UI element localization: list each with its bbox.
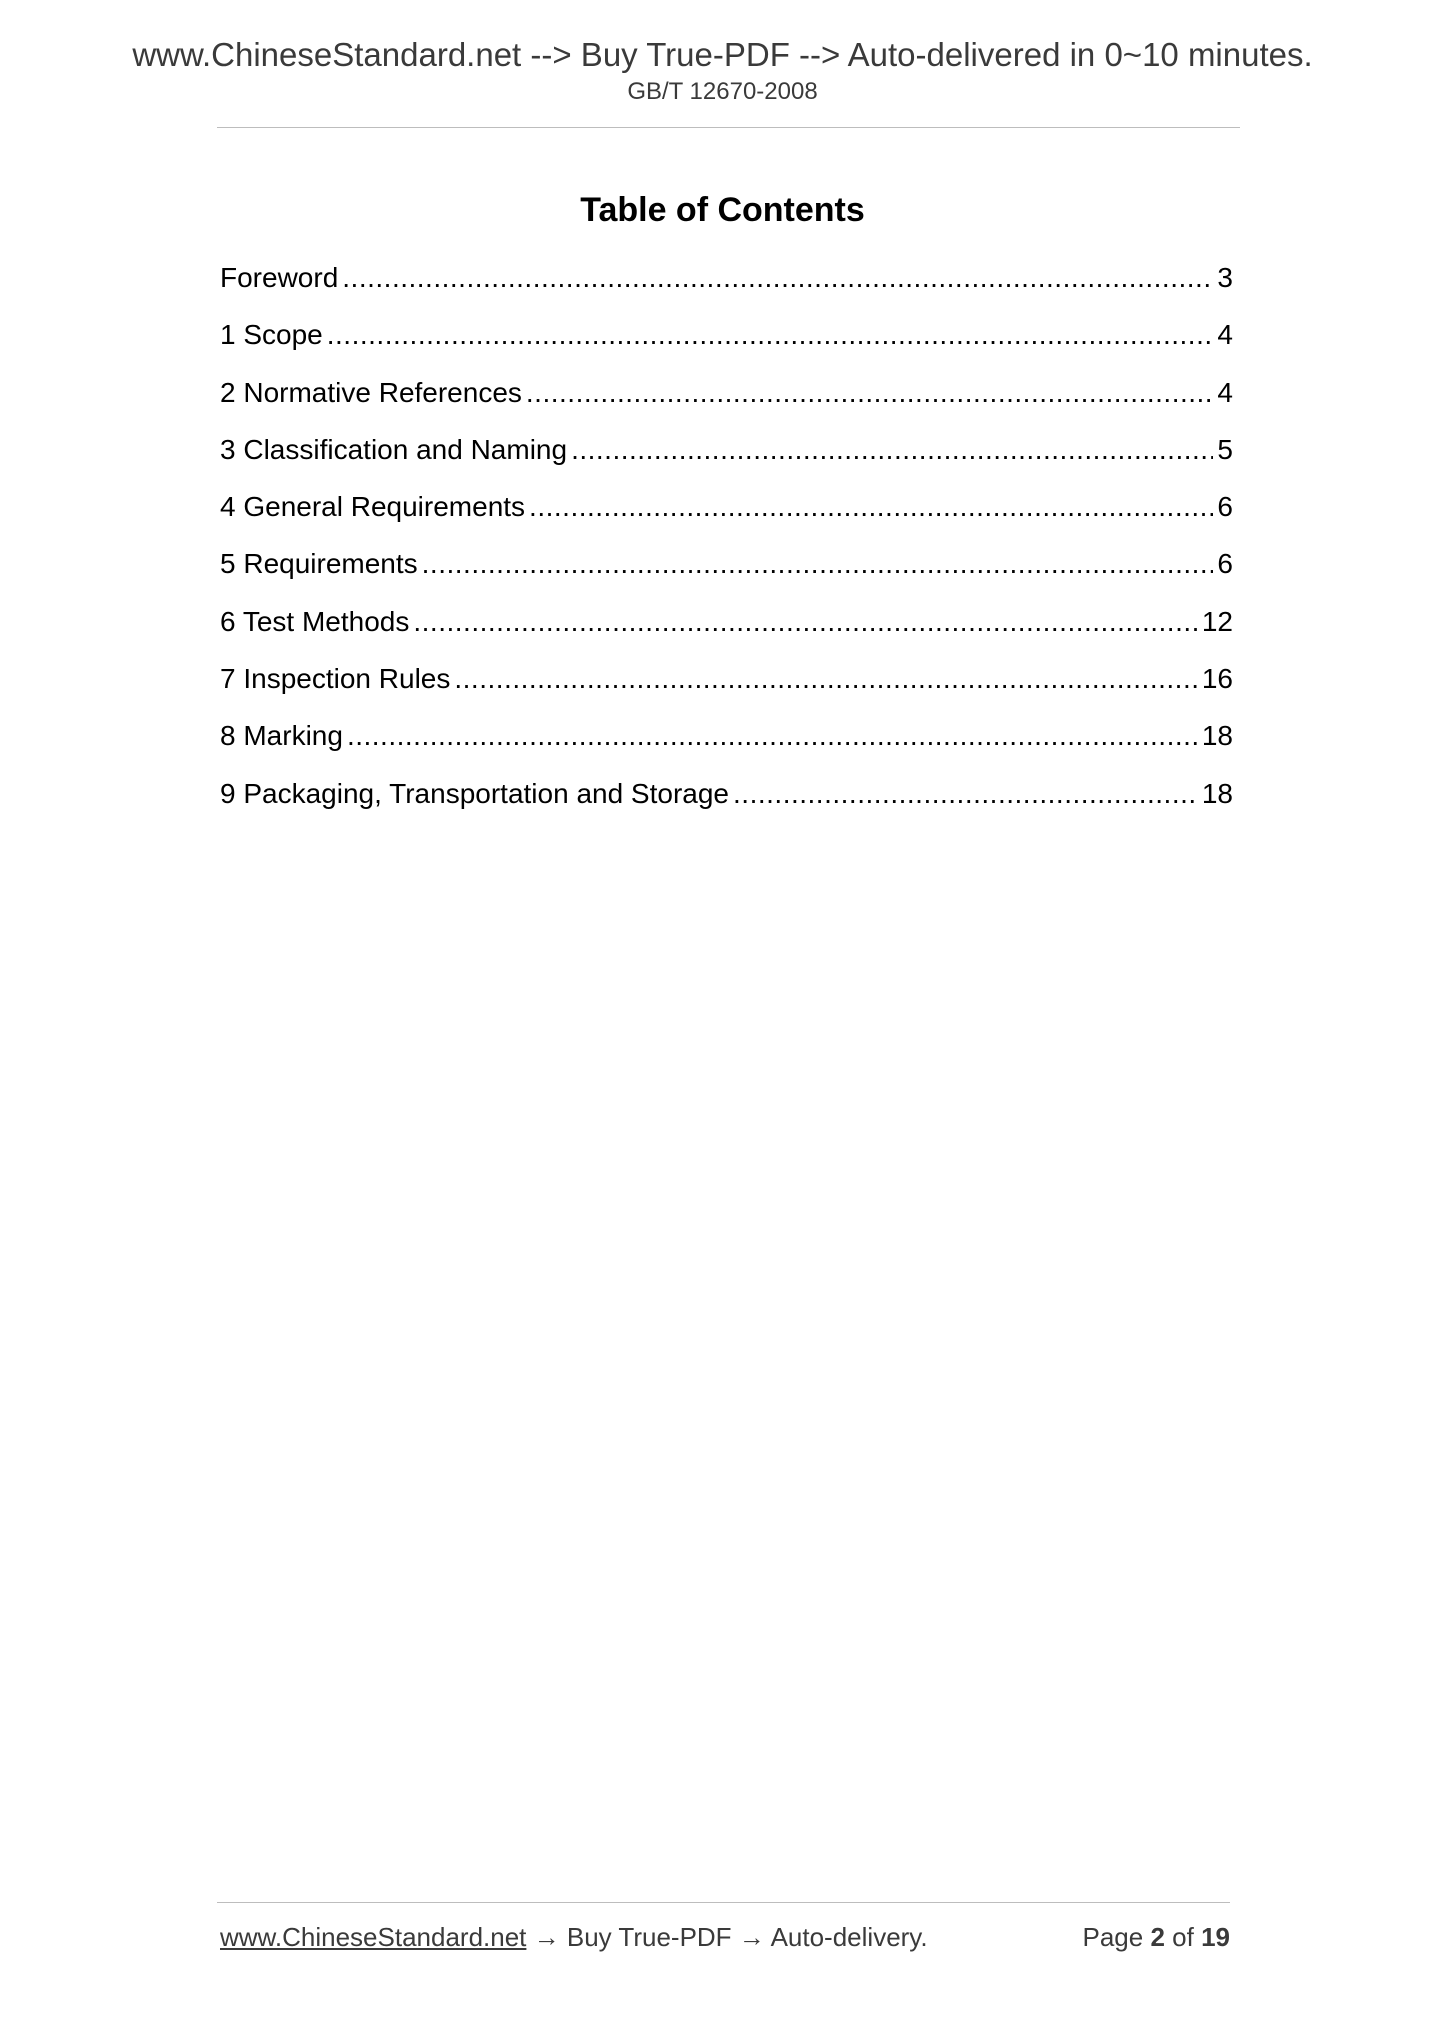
toc-entry-page: 3 <box>1217 262 1233 293</box>
footer-site-link[interactable]: www.ChineseStandard.net <box>220 1922 527 1952</box>
footer-left <box>220 1924 928 1950</box>
table-of-contents <box>220 262 1233 835</box>
toc-entry-label: 6 Test Methods <box>220 605 410 637</box>
toc-entry-requirements[interactable] <box>220 548 1233 605</box>
toc-entry-page: 4 <box>1217 376 1233 408</box>
toc-entry-page: 4 <box>1217 319 1233 351</box>
toc-dot-leader <box>327 319 1214 351</box>
document-id: GB/T 12670-2008 <box>627 78 818 105</box>
toc-entry-label: 3 Classification and Naming <box>220 433 568 465</box>
toc-entry-inspection-rules[interactable] <box>220 663 1233 720</box>
header-banner: www.ChineseStandard.net --> Buy True-PDF --> Auto-delivered in 0~10 minutes. <box>132 36 1313 73</box>
toc-entry-foreword[interactable] <box>220 262 1233 319</box>
toc-dot-leader <box>422 548 1214 580</box>
toc-dot-leader <box>342 262 1213 294</box>
toc-dot-leader <box>529 491 1213 523</box>
toc-entry-normative-references[interactable] <box>220 377 1233 434</box>
toc-entry-test-methods[interactable] <box>220 606 1233 663</box>
current-page-number: 2 <box>1150 1922 1165 1952</box>
toc-title: Table of Contents <box>580 191 865 229</box>
toc-dot-leader <box>454 663 1197 695</box>
toc-entry-label: 9 Packaging, Transportation and Storage <box>220 777 730 809</box>
toc-dot-leader <box>413 606 1197 638</box>
toc-entry-packaging-transportation-storage[interactable] <box>220 778 1233 835</box>
toc-entry-general-requirements[interactable] <box>220 491 1233 548</box>
toc-entry-label: Foreword <box>220 262 339 293</box>
toc-entry-page: 16 <box>1201 663 1233 695</box>
toc-dot-leader <box>347 720 1198 752</box>
toc-entry-page: 5 <box>1217 433 1233 465</box>
footer-tagline: → Buy True-PDF → Auto-delivery. <box>526 1922 928 1952</box>
toc-entry-label: 7 Inspection Rules <box>220 663 451 695</box>
toc-entry-marking[interactable] <box>220 720 1233 777</box>
toc-entry-classification-and-naming[interactable] <box>220 434 1233 491</box>
toc-entry-label: 8 Marking <box>220 720 343 752</box>
total-page-count: 19 <box>1201 1922 1230 1952</box>
toc-entry-label: 2 Normative References <box>220 376 522 408</box>
toc-dot-leader <box>733 778 1198 810</box>
toc-entry-page: 6 <box>1217 548 1233 580</box>
toc-entry-label: 1 Scope <box>220 319 323 351</box>
toc-entry-label: 4 General Requirements <box>220 491 526 523</box>
toc-entry-page: 12 <box>1201 605 1233 637</box>
toc-dot-leader <box>526 377 1214 409</box>
toc-entry-page: 18 <box>1201 777 1233 809</box>
toc-dot-leader <box>571 434 1213 466</box>
page-number <box>1082 1924 1230 1950</box>
toc-entry-scope[interactable] <box>220 319 1233 376</box>
header-divider <box>217 127 1240 128</box>
footer-divider <box>217 1902 1230 1903</box>
of-word: of <box>1172 1922 1194 1952</box>
page-word: Page <box>1082 1922 1144 1952</box>
toc-entry-page: 6 <box>1217 491 1233 523</box>
toc-entry-label: 5 Requirements <box>220 548 418 580</box>
toc-entry-page: 18 <box>1201 720 1233 752</box>
